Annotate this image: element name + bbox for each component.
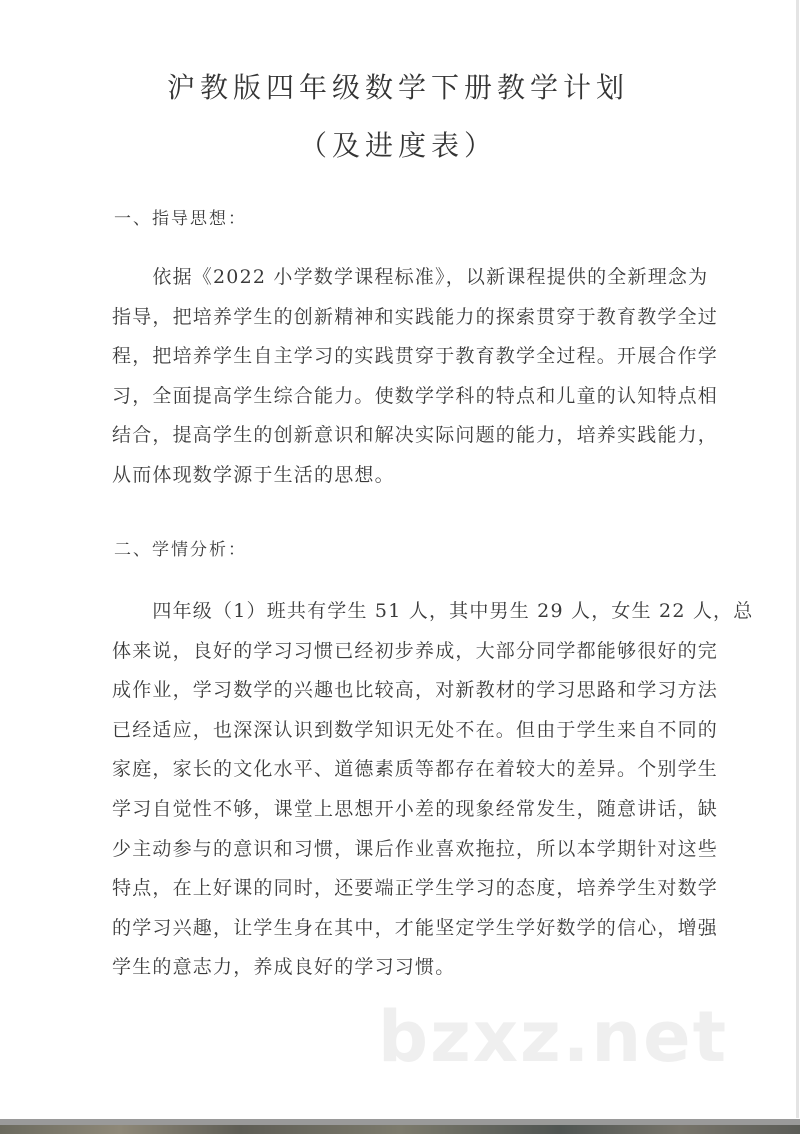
paragraph-line: 指导，把培养学生的创新精神和实践能力的探索贯穿于教育教学全过 <box>112 305 719 328</box>
paragraph-line: 体来说，良好的学习习惯已经初步养成，大部分同学都能够很好的完 <box>112 639 719 662</box>
paragraph-line: 四年级（1）班共有学生 51 人，其中男生 29 人，女生 22 人，总 <box>112 600 754 622</box>
section-paragraph-guiding-ideology <box>112 258 719 496</box>
section-heading-guiding-ideology: 一、指导思想： <box>114 209 247 229</box>
paragraph-line: 少主动参与的意识和习惯，课后作业喜欢拖拉，所以本学期针对这些 <box>112 837 719 860</box>
paragraph-line: 学习自觉性不够，课堂上思想开小差的现象经常发生，随意讲话，缺 <box>112 797 719 820</box>
paragraph-line: 的学习兴趣，让学生身在其中，才能坚定学生学好数学的信心，增强 <box>112 916 719 939</box>
paragraph-line: 特点，在上好课的同时，还要端正学生学习的态度，培养学生对数学 <box>112 877 719 900</box>
paragraph-line: 学生的意志力，养成良好的学习习惯。 <box>112 956 456 979</box>
paragraph-line: 家庭，家长的文化水平、道德素质等都存在着较大的差异。个别学生 <box>112 758 719 781</box>
paragraph-line: 依据《2022 小学数学课程标准》，以新课程提供的全新理念为 <box>112 266 709 288</box>
document-subtitle: （及进度表） <box>298 129 497 162</box>
watermark: bzxz.net <box>378 996 729 1078</box>
paragraph-line: 程，把培养学生自主学习的实践贯穿于教育教学全过程。开展合作学 <box>112 345 719 368</box>
paragraph-line: 习，全面提高学生综合能力。使数学学科的特点和儿童的认知特点相 <box>112 384 719 407</box>
paragraph-line: 成作业，学习数学的兴趣也比较高，对新教材的学习思路和学习方法 <box>112 679 719 702</box>
section-paragraph-student-analysis <box>112 592 754 988</box>
section-heading-student-analysis: 二、学情分析： <box>114 540 247 560</box>
background-strip <box>0 1125 800 1134</box>
paragraph-line: 从而体现数学源于生活的思想。 <box>112 463 395 486</box>
paragraph-line: 结合，提高学生的创新意识和解决实际问题的能力，培养实践能力， <box>112 424 719 447</box>
document-title: 沪教版四年级数学下册教学计划 <box>166 71 629 104</box>
paragraph-line: 已经适应，也深深认识到数学知识无处不在。但由于学生来自不同的 <box>112 718 719 741</box>
